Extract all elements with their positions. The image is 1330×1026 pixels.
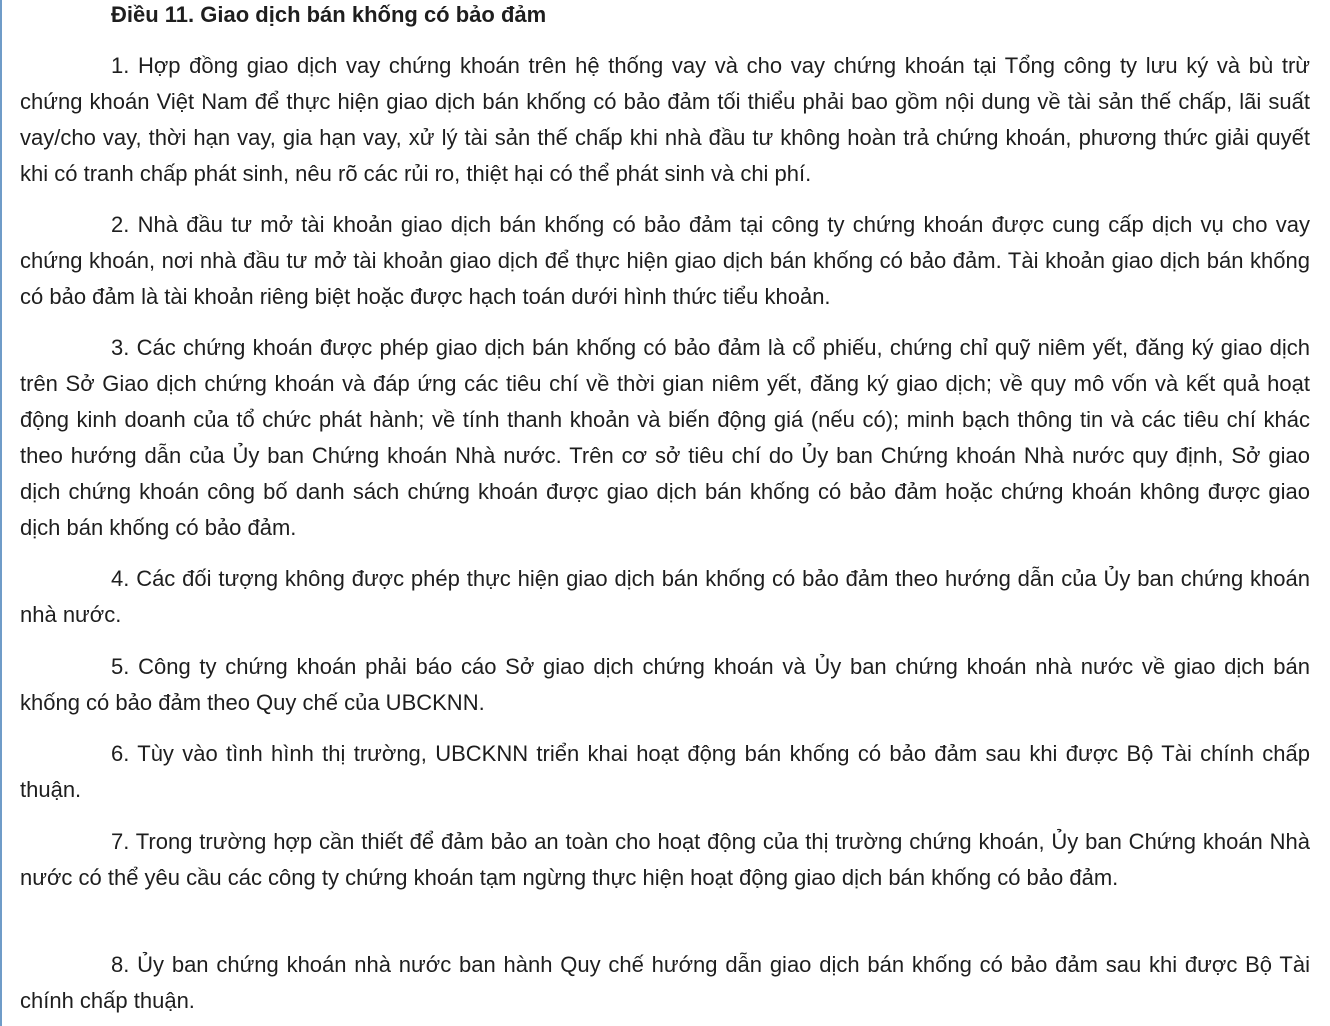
clause-2: 2. Nhà đầu tư mở tài khoản giao dịch bán khống có bảo đảm tại công ty chứng khoán được cung cấp dịch vụ cho vay chứng khoán, nơi nhà đầu tư mở tài khoản giao dịch để thực hiện giao dịch bán khống có bảo đảm. Tài khoản giao dịch bán khống có bảo đảm là tài khoản riêng biệt hoặc được hạch toán dưới hình thức tiểu khoản. xyxy=(20,212,1310,309)
clause-1: 1. Hợp đồng giao dịch vay chứng khoán trên hệ thống vay và cho vay chứng khoán tại Tổng công ty lưu ký và bù trừ chứng khoán Việt Nam để thực hiện giao dịch bán khống có bảo đảm tối thiểu phải bao gồm nội dung về tài sản thế chấp, lãi suất vay/cho vay, thời hạn vay, gia hạn vay, xử lý tài sản thế chấp khi nhà đầu tư không hoàn trả chứng khoán, phương thức giải quyết khi có tranh chấp phát sinh, nêu rõ các rủi ro, thiệt hại có thể phát sinh và chi phí. xyxy=(20,53,1310,186)
article-title: Điều 11. Giao dịch bán khống có bảo đảm xyxy=(111,2,547,27)
clause-8: 8. Ủy ban chứng khoán nhà nước ban hành Quy chế hướng dẫn giao dịch bán khống có bảo đảm sau khi được Bộ Tài chính chấp thuận. xyxy=(20,952,1310,1013)
clause-3: 3. Các chứng khoán được phép giao dịch bán khống có bảo đảm là cổ phiếu, chứng chỉ quỹ niêm yết, đăng ký giao dịch trên Sở Giao dịch chứng khoán và đáp ứng các tiêu chí về thời gian niêm yết, đăng ký giao dịch; về quy mô vốn và kết quả hoạt động kinh doanh của tổ chức phát hành; về tính thanh khoản và biến động giá (nếu có); minh bạch thông tin và các tiêu chí khác theo hướng dẫn của Ủy ban Chứng khoán Nhà nước. Trên cơ sở tiêu chí do Ủy ban Chứng khoán Nhà nước quy định, Sở giao dịch chứng khoán công bố danh sách chứng khoán được giao dịch bán khống có bảo đảm hoặc chứng khoán không được giao dịch bán khống có bảo đảm. xyxy=(20,335,1310,540)
clause-6: 6. Tùy vào tình hình thị trường, UBCKNN triển khai hoạt động bán khống có bảo đảm sau khi được Bộ Tài chính chấp thuận. xyxy=(20,741,1310,802)
clause-7: 7. Trong trường hợp cần thiết để đảm bảo an toàn cho hoạt động của thị trường chứng khoán, Ủy ban Chứng khoán Nhà nước có thể yêu cầu các công ty chứng khoán tạm ngừng thực hiện hoạt động giao dịch bán khống có bảo đảm. xyxy=(20,829,1310,890)
clause-4: 4. Các đối tượng không được phép thực hiện giao dịch bán khống có bảo đảm theo hướng dẫn của Ủy ban chứng khoán nhà nước. xyxy=(20,566,1310,627)
clause-5: 5. Công ty chứng khoán phải báo cáo Sở giao dịch chứng khoán và Ủy ban chứng khoán nhà nước về giao dịch bán khống có bảo đảm theo Quy chế của UBCKNN. xyxy=(20,654,1310,715)
